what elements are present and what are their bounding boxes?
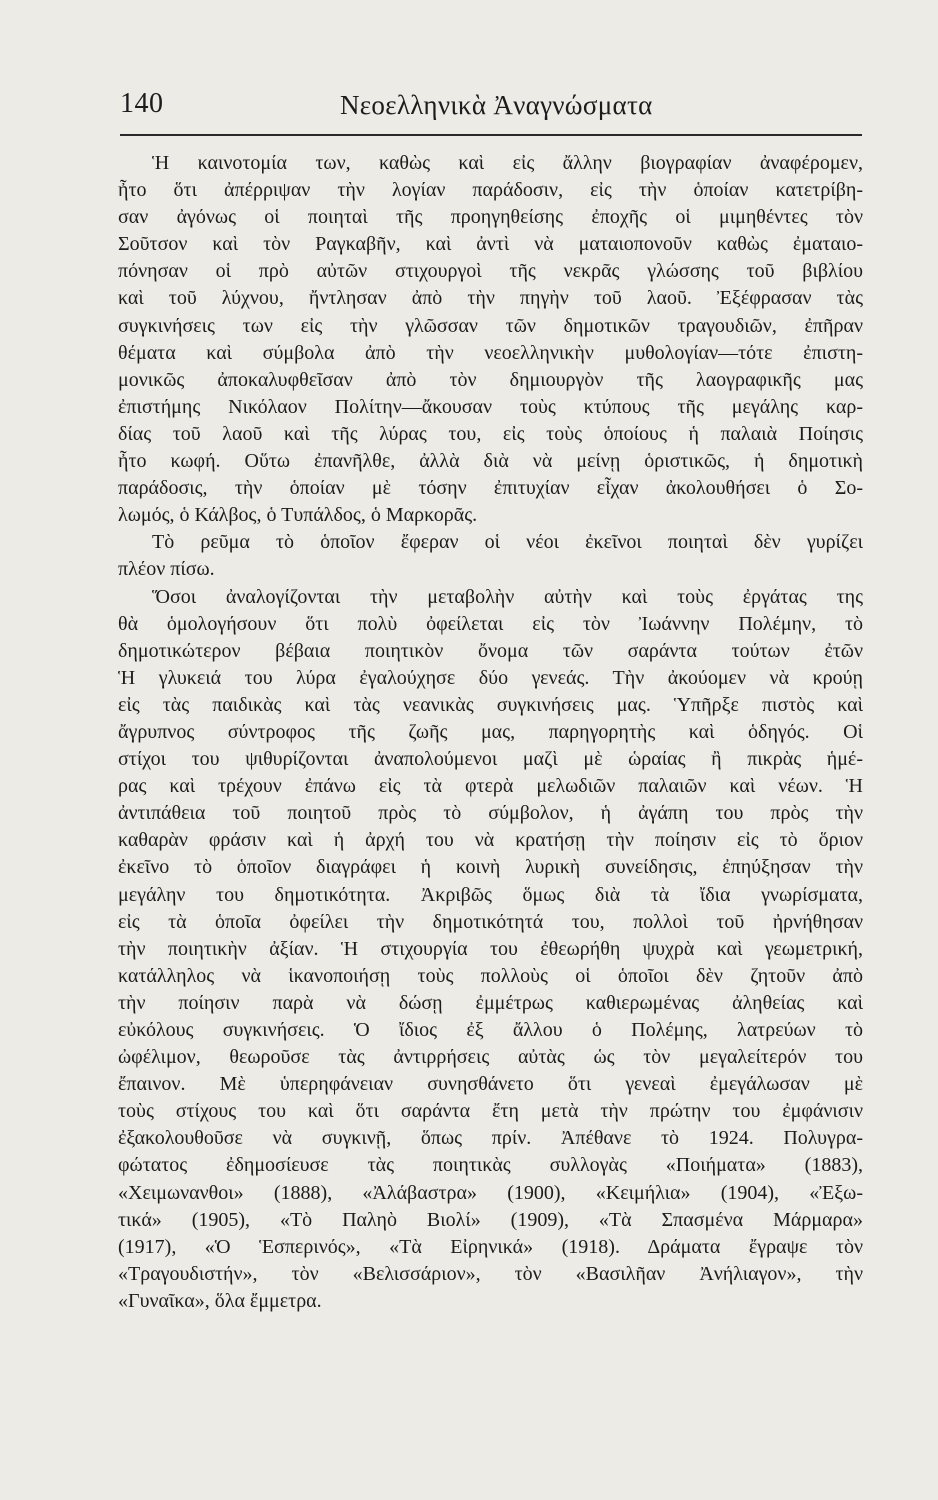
text-line: μεγάλην του δημοτικότητα. Ἀκριβῶς ὅμως διὰ τὰ ἴδια γνωρίσματα, <box>118 883 863 906</box>
text-line: ἄγρυπνος σύντροφος τῆς ζωῆς μας, παρηγορητὴς καὶ ὁδηγός. Οἱ <box>118 720 863 743</box>
text-line: φώτατος ἐδημοσίευσε τὰς ποιητικὰς συλλογὰς «Ποιήματα» (1883), <box>118 1154 863 1177</box>
text-line: Ἡ γλυκειά του λύρα ἐγαλούχησε δύο γενεάς. Τὴν ἀκούομεν νὰ κρούῃ <box>118 666 863 689</box>
text-line: εἰς τὰς παιδικὰς καὶ τὰς νεανικὰς συγκινήσεις μας. Ὑπῆρξε πιστὸς καὶ <box>118 693 863 716</box>
text-line: θὰ ὁμολογήσουν ὅτι πολὺ ὀφείλεται εἰς τὸν Ἰωάννην Πολέμην, τὸ <box>118 612 863 635</box>
text-line: συγκινήσεις των εἰς τὴν γλῶσσαν τῶν δημοτικῶν τραγουδιῶν, ἐπῆραν <box>118 314 863 337</box>
text-line: κατάλληλος νὰ ἱκανοποιήσῃ τοὺς πολλοὺς οἱ ὁποῖοι δὲν ζητοῦν ἀπὸ <box>118 964 863 987</box>
text-line: πόνησαν οἱ πρὸ αὐτῶν στιχουργοὶ τῆς νεκρᾶς γλώσσης τοῦ βιβλίου <box>118 260 863 283</box>
text-line: ἦτο ὅτι ἀπέρριψαν τὴν λογίαν παράδοσιν, εἰς τὴν ὁποίαν κατετρίβη- <box>118 179 863 202</box>
text-line: θέματα καὶ σύμβολα ἀπὸ τὴν νεοελληνικὴν μυθολογίαν—τότε ἐπιστη- <box>118 341 863 364</box>
text-line: (1917), «Ὁ Ἑσπερινός», «Τὰ Εἰρηνικά» (1918). Δράματα ἔγραψε τὸν <box>118 1235 863 1258</box>
text-line: ἐξακολουθοῦσε νὰ συγκινῇ, ὅπως πρίν. Ἀπέθανε τὸ 1924. Πολυγρα- <box>118 1127 863 1150</box>
text-line: λωμός, ὁ Κάλβος, ὁ Τυπάλδος, ὁ Μαρκορᾶς. <box>118 504 478 527</box>
header-rule <box>120 134 862 136</box>
text-line: στίχοι του ψιθυρίζονται ἀναπολούμενοι μαζὶ μὲ ὡραίας ἢ πικρὰς ἡμέ- <box>118 748 863 771</box>
page-number: 140 <box>120 88 164 119</box>
text-line: μονικῶς ἀποκαλυφθεῖσαν ἀπὸ τὸν δημιουργὸν τῆς λαογραφικῆς μας <box>118 368 863 391</box>
text-line: «Χειμωνανθοι» (1888), «Ἀλάβαστρα» (1900), «Κειμήλια» (1904), «Ἐξω- <box>118 1181 863 1204</box>
text-line: «Γυναῖκα», ὅλα ἔμμετρα. <box>118 1289 322 1312</box>
text-line: τοὺς στίχους του καὶ ὅτι σαράντα ἔτη μετὰ τὴν πρώτην του ἐμφάνισιν <box>118 1100 863 1123</box>
text-line: καὶ τοῦ λύχνου, ἤντλησαν ἀπὸ τὴν πηγὴν τοῦ λαοῦ. Ἐξέφρασαν τὰς <box>118 287 863 310</box>
text-line: Σοῦτσον καὶ τὸν Ραγκαβῆν, καὶ ἀντὶ νὰ ματαιοπονοῦν καθὼς ἐματαιο- <box>118 233 863 256</box>
running-title: Νεοελληνικὰ Ἀναγνώσματα <box>340 90 653 120</box>
text-line: εἰς τὰ ὁποῖα ὀφείλει τὴν δημοτικότητά του, πολλοὶ τοῦ ἠρνήθησαν <box>118 910 863 933</box>
text-line: ἀντιπάθεια τοῦ ποιητοῦ πρὸς τὸ σύμβολον, ἡ ἀγάπη του πρὸς τὴν <box>118 802 863 825</box>
text-line: τὴν ποιητικὴν ἀξίαν. Ἡ στιχουργία του ἐθεωρήθη ψυχρὰ καὶ γεωμετρική, <box>118 937 863 960</box>
text-line: τὴν ποίησιν παρὰ νὰ δώσῃ ἐμμέτρως καθιερωμένας ἀληθείας καὶ <box>118 991 863 1014</box>
text-line: Ὅσοι ἀναλογίζονται τὴν μεταβολὴν αὐτὴν καὶ τοὺς ἐργάτας της <box>152 585 863 608</box>
text-line: ἐκεῖνο τὸ ὁποῖον διαγράφει ἡ κοινὴ λυρικὴ συνείδησις, ἐπηύξησαν τὴν <box>118 856 863 879</box>
text-line: Ἡ καινοτομία των, καθὼς καὶ εἰς ἄλλην βιογραφίαν ἀναφέρομεν, <box>152 152 863 174</box>
page-header <box>120 88 862 128</box>
text-line: εὐκόλους συγκινήσεις. Ὁ ἴδιος ἐξ ἄλλου ὁ Πολέμης, λατρεύων τὸ <box>118 1019 863 1041</box>
text-line: σαν ἀγόνως οἱ ποιηταὶ τῆς προηγηθείσης ἐποχῆς οἱ μιμηθέντες τὸν <box>118 206 863 229</box>
text-line: «Τραγουδιστήν», τὸν «Βελισσάριον», τὸν «Βασιλῆαν Ἀνήλιαγον», τὴν <box>118 1262 863 1285</box>
text-line: πλέον πίσω. <box>118 558 215 581</box>
body-text <box>118 150 863 1315</box>
text-line: τικά» (1905), «Τὸ Παληὸ Βιολί» (1909), «Τὰ Σπασμένα Μάρμαρα» <box>118 1208 863 1231</box>
text-line: ἐπιστήμης Νικόλαον Πολίτην—ἄκουσαν τοὺς κτύπους τῆς μεγάλης καρ- <box>118 395 863 418</box>
text-line: δημοτικώτερον βέβαια ποιητικὸν ὄνομα τῶν σαράντα τούτων ἐτῶν <box>118 639 863 662</box>
text-line: παράδοσις, τὴν ὁποίαν μὲ τόσην ἐπιτυχίαν εἶχαν ἀκολουθήσει ὁ Σο- <box>118 477 863 500</box>
text-line: ἦτο κωφή. Οὕτω ἐπανῆλθε, ἀλλὰ διὰ νὰ μείνῃ ὁριστικῶς, ἡ δημοτικὴ <box>118 450 863 473</box>
text-line: ἔπαινον. Μὲ ὑπερηφάνειαν συνησθάνετο ὅτι γενεαὶ ἐμεγάλωσαν μὲ <box>118 1073 863 1096</box>
text-line: καθαρὰν φράσιν καὶ ἡ ἀρχή του νὰ κρατήσῃ τὴν ποίησιν εἰς τὸ ὅριον <box>118 829 863 852</box>
text-line: Τὸ ρεῦμα τὸ ὁποῖον ἔφεραν οἱ νέοι ἐκεῖνοι ποιηταὶ δὲν γυρίζει <box>152 531 863 554</box>
text-line: ρας καὶ τρέχουν ἐπάνω εἰς τὰ φτερὰ μελωδιῶν παλαιῶν καὶ νέων. Ἡ <box>118 775 863 798</box>
text-line: δίας τοῦ λαοῦ καὶ τῆς λύρας του, εἰς τοὺς ὁποίους ἡ παλαιὰ Ποίησις <box>118 422 863 445</box>
text-line: ὠφέλιμον, θεωροῦσε τὰς ἀντιρρήσεις αὐτὰς ὡς τὸν μεγαλείτερόν του <box>118 1046 863 1069</box>
